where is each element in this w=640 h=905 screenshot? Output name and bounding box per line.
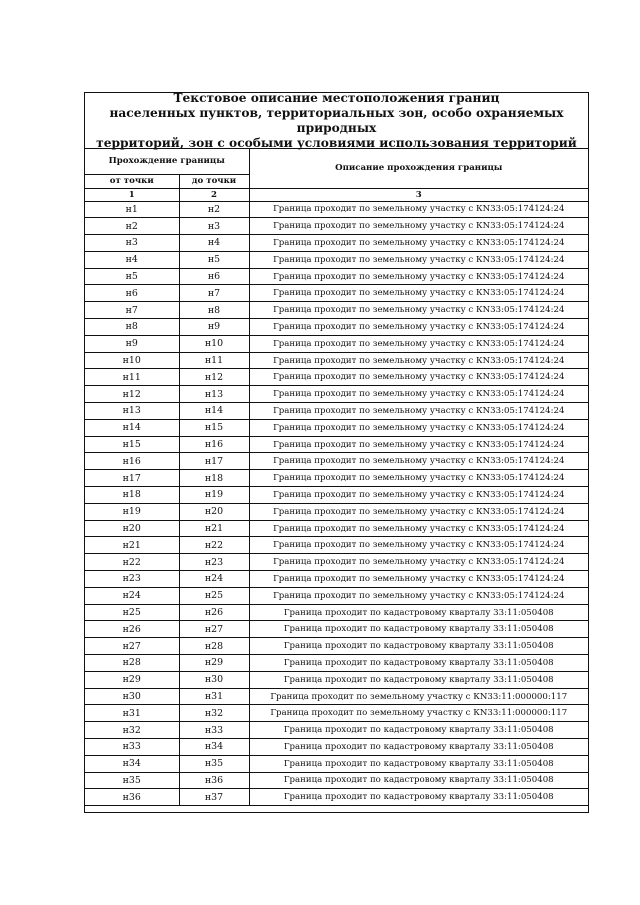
table-row	[85, 419, 588, 436]
cell-from-point: н11	[85, 369, 179, 386]
cell-description: Граница проходит по кадастровому кварталу 33:11:050408	[249, 638, 588, 655]
cell-to-point: н4	[179, 235, 249, 252]
cell-from-point: н25	[85, 604, 179, 621]
cell-from-point: н2	[85, 218, 179, 235]
cell-from-point: н31	[85, 705, 179, 722]
table-row	[85, 235, 588, 252]
cell-description: Граница проходит по земельному участку с КN33:05:174124:24	[249, 201, 588, 218]
table-row	[85, 739, 588, 756]
table-body	[85, 201, 588, 806]
cell-description: Граница проходит по кадастровому кварталу 33:11:050408	[249, 772, 588, 789]
cell-from-point: н20	[85, 520, 179, 537]
cell-to-point: н5	[179, 251, 249, 268]
cell-from-point: н22	[85, 554, 179, 571]
cell-description: Граница проходит по земельному участку с КN33:05:174124:24	[249, 571, 588, 588]
cell-to-point: н14	[179, 403, 249, 420]
cell-to-point: н17	[179, 453, 249, 470]
table-row	[85, 655, 588, 672]
cell-description: Граница проходит по кадастровому кварталу 33:11:050408	[249, 655, 588, 672]
cell-to-point: н21	[179, 520, 249, 537]
cell-description: Граница проходит по земельному участку с КN33:05:174124:24	[249, 335, 588, 352]
cell-to-point: н23	[179, 554, 249, 571]
cell-from-point: н34	[85, 755, 179, 772]
cell-to-point: н25	[179, 587, 249, 604]
cell-from-point: н15	[85, 436, 179, 453]
cell-description: Граница проходит по земельному участку с КN33:05:174124:24	[249, 302, 588, 319]
cell-to-point: н10	[179, 335, 249, 352]
cell-to-point: н15	[179, 419, 249, 436]
cell-from-point: н16	[85, 453, 179, 470]
cell-from-point: н12	[85, 386, 179, 403]
cell-to-point: н31	[179, 688, 249, 705]
cell-description: Граница проходит по земельному участку с КN33:05:174124:24	[249, 285, 588, 302]
cell-to-point: н22	[179, 537, 249, 554]
cell-to-point: н24	[179, 571, 249, 588]
cell-description: Граница проходит по земельному участку с КN33:05:174124:24	[249, 537, 588, 554]
cell-to-point: н18	[179, 470, 249, 487]
table-row	[85, 503, 588, 520]
boundary-table	[85, 149, 588, 806]
header-column-number: 1	[85, 188, 179, 201]
table-row	[85, 621, 588, 638]
cell-to-point: н37	[179, 789, 249, 806]
cell-to-point: н28	[179, 638, 249, 655]
cell-to-point: н11	[179, 352, 249, 369]
cell-from-point: н5	[85, 268, 179, 285]
cell-from-point: н6	[85, 285, 179, 302]
cell-to-point: н6	[179, 268, 249, 285]
cell-to-point: н36	[179, 772, 249, 789]
cell-from-point: н21	[85, 537, 179, 554]
table-row	[85, 251, 588, 268]
table-row	[85, 201, 588, 218]
cell-description: Граница проходит по кадастровому кварталу 33:11:050408	[249, 621, 588, 638]
cell-from-point: н33	[85, 739, 179, 756]
table-row	[85, 587, 588, 604]
cell-from-point: н28	[85, 655, 179, 672]
cell-to-point: н3	[179, 218, 249, 235]
cell-from-point: н30	[85, 688, 179, 705]
header-description: Описание прохождения границы	[249, 149, 588, 188]
cell-from-point: н35	[85, 772, 179, 789]
cell-to-point: н2	[179, 201, 249, 218]
cell-from-point: н23	[85, 571, 179, 588]
table-row	[85, 285, 588, 302]
cell-from-point: н19	[85, 503, 179, 520]
cell-description: Граница проходит по земельному участку с КN33:05:174124:24	[249, 386, 588, 403]
title-line-2: населенных пунктов, территориальных зон, особо охраняемых природных	[109, 105, 564, 135]
cell-to-point: н7	[179, 285, 249, 302]
cell-description: Граница проходит по земельному участку с КN33:05:174124:24	[249, 218, 588, 235]
cell-description: Граница проходит по земельному участку с КN33:05:174124:24	[249, 436, 588, 453]
cell-to-point: н20	[179, 503, 249, 520]
cell-description: Граница проходит по земельному участку с КN33:05:174124:24	[249, 319, 588, 336]
table-row	[85, 688, 588, 705]
header-to-point: до точки	[179, 174, 249, 188]
cell-description: Граница проходит по кадастровому кварталу 33:11:050408	[249, 755, 588, 772]
table-row	[85, 705, 588, 722]
title-line-3: территорий, зон с особыми условиями использования территорий	[96, 135, 577, 150]
cell-description: Граница проходит по земельному участку с КN33:11:000000:117	[249, 705, 588, 722]
table-row	[85, 604, 588, 621]
cell-from-point: н27	[85, 638, 179, 655]
table-row	[85, 319, 588, 336]
table-row	[85, 386, 588, 403]
cell-description: Граница проходит по кадастровому кварталу 33:11:050408	[249, 671, 588, 688]
header-from-point: от точки	[85, 174, 179, 188]
cell-from-point: н3	[85, 235, 179, 252]
table-row	[85, 755, 588, 772]
table-row	[85, 453, 588, 470]
table-row	[85, 218, 588, 235]
cell-to-point: н12	[179, 369, 249, 386]
cell-to-point: н33	[179, 722, 249, 739]
cell-from-point: н24	[85, 587, 179, 604]
header-column-number: 2	[179, 188, 249, 201]
title-line-1: Текстовое описание местоположения границ	[173, 90, 500, 105]
cell-description: Граница проходит по земельному участку с КN33:05:174124:24	[249, 251, 588, 268]
cell-to-point: н35	[179, 755, 249, 772]
table-row	[85, 671, 588, 688]
cell-description: Граница проходит по земельному участку с КN33:05:174124:24	[249, 369, 588, 386]
cell-to-point: н32	[179, 705, 249, 722]
document-frame	[84, 92, 589, 813]
cell-description: Граница проходит по земельному участку с КN33:05:174124:24	[249, 503, 588, 520]
table-row	[85, 335, 588, 352]
cell-to-point: н34	[179, 739, 249, 756]
table-row	[85, 772, 588, 789]
cell-from-point: н9	[85, 335, 179, 352]
cell-to-point: н19	[179, 487, 249, 504]
table-row	[85, 554, 588, 571]
cell-from-point: н14	[85, 419, 179, 436]
cell-description: Граница проходит по кадастровому кварталу 33:11:050408	[249, 739, 588, 756]
cell-to-point: н9	[179, 319, 249, 336]
document-title	[85, 90, 588, 150]
cell-description: Граница проходит по земельному участку с КN33:05:174124:24	[249, 268, 588, 285]
cell-to-point: н29	[179, 655, 249, 672]
cell-description: Граница проходит по земельному участку с КN33:05:174124:24	[249, 554, 588, 571]
table-row	[85, 369, 588, 386]
cell-from-point: н13	[85, 403, 179, 420]
table-row	[85, 638, 588, 655]
cell-to-point: н26	[179, 604, 249, 621]
table-row	[85, 302, 588, 319]
cell-from-point: н26	[85, 621, 179, 638]
cell-description: Граница проходит по земельному участку с КN33:05:174124:24	[249, 470, 588, 487]
table-row	[85, 487, 588, 504]
cell-description: Граница проходит по земельному участку с КN33:05:174124:24	[249, 453, 588, 470]
cell-from-point: н7	[85, 302, 179, 319]
cell-to-point: н13	[179, 386, 249, 403]
cell-description: Граница проходит по кадастровому кварталу 33:11:050408	[249, 722, 588, 739]
table-row	[85, 520, 588, 537]
cell-description: Граница проходит по земельному участку с КN33:05:174124:24	[249, 403, 588, 420]
cell-from-point: н1	[85, 201, 179, 218]
cell-from-point: н8	[85, 319, 179, 336]
table-row	[85, 403, 588, 420]
table-row	[85, 470, 588, 487]
cell-description: Граница проходит по земельному участку с КN33:05:174124:24	[249, 352, 588, 369]
cell-from-point: н32	[85, 722, 179, 739]
cell-from-point: н17	[85, 470, 179, 487]
cell-to-point: н27	[179, 621, 249, 638]
cell-description: Граница проходит по земельному участку с КN33:05:174124:24	[249, 487, 588, 504]
cell-to-point: н16	[179, 436, 249, 453]
cell-description: Граница проходит по земельному участку с КN33:05:174124:24	[249, 235, 588, 252]
table-row	[85, 352, 588, 369]
cell-description: Граница проходит по земельному участку с КN33:05:174124:24	[249, 587, 588, 604]
cell-description: Граница проходит по кадастровому кварталу 33:11:050408	[249, 604, 588, 621]
table-row	[85, 789, 588, 806]
cell-to-point: н8	[179, 302, 249, 319]
header-passage: Прохождение границы	[85, 149, 249, 174]
table-row	[85, 436, 588, 453]
cell-from-point: н4	[85, 251, 179, 268]
cell-from-point: н18	[85, 487, 179, 504]
cell-from-point: н29	[85, 671, 179, 688]
table-row	[85, 268, 588, 285]
header-column-number: 3	[249, 188, 588, 201]
cell-from-point: н36	[85, 789, 179, 806]
cell-description: Граница проходит по земельному участку с КN33:11:000000:117	[249, 688, 588, 705]
cell-description: Граница проходит по кадастровому кварталу 33:11:050408	[249, 789, 588, 806]
table-row	[85, 537, 588, 554]
cell-description: Граница проходит по земельному участку с КN33:05:174124:24	[249, 419, 588, 436]
table-row	[85, 571, 588, 588]
cell-description: Граница проходит по земельному участку с КN33:05:174124:24	[249, 520, 588, 537]
table-row	[85, 722, 588, 739]
cell-from-point: н10	[85, 352, 179, 369]
cell-to-point: н30	[179, 671, 249, 688]
